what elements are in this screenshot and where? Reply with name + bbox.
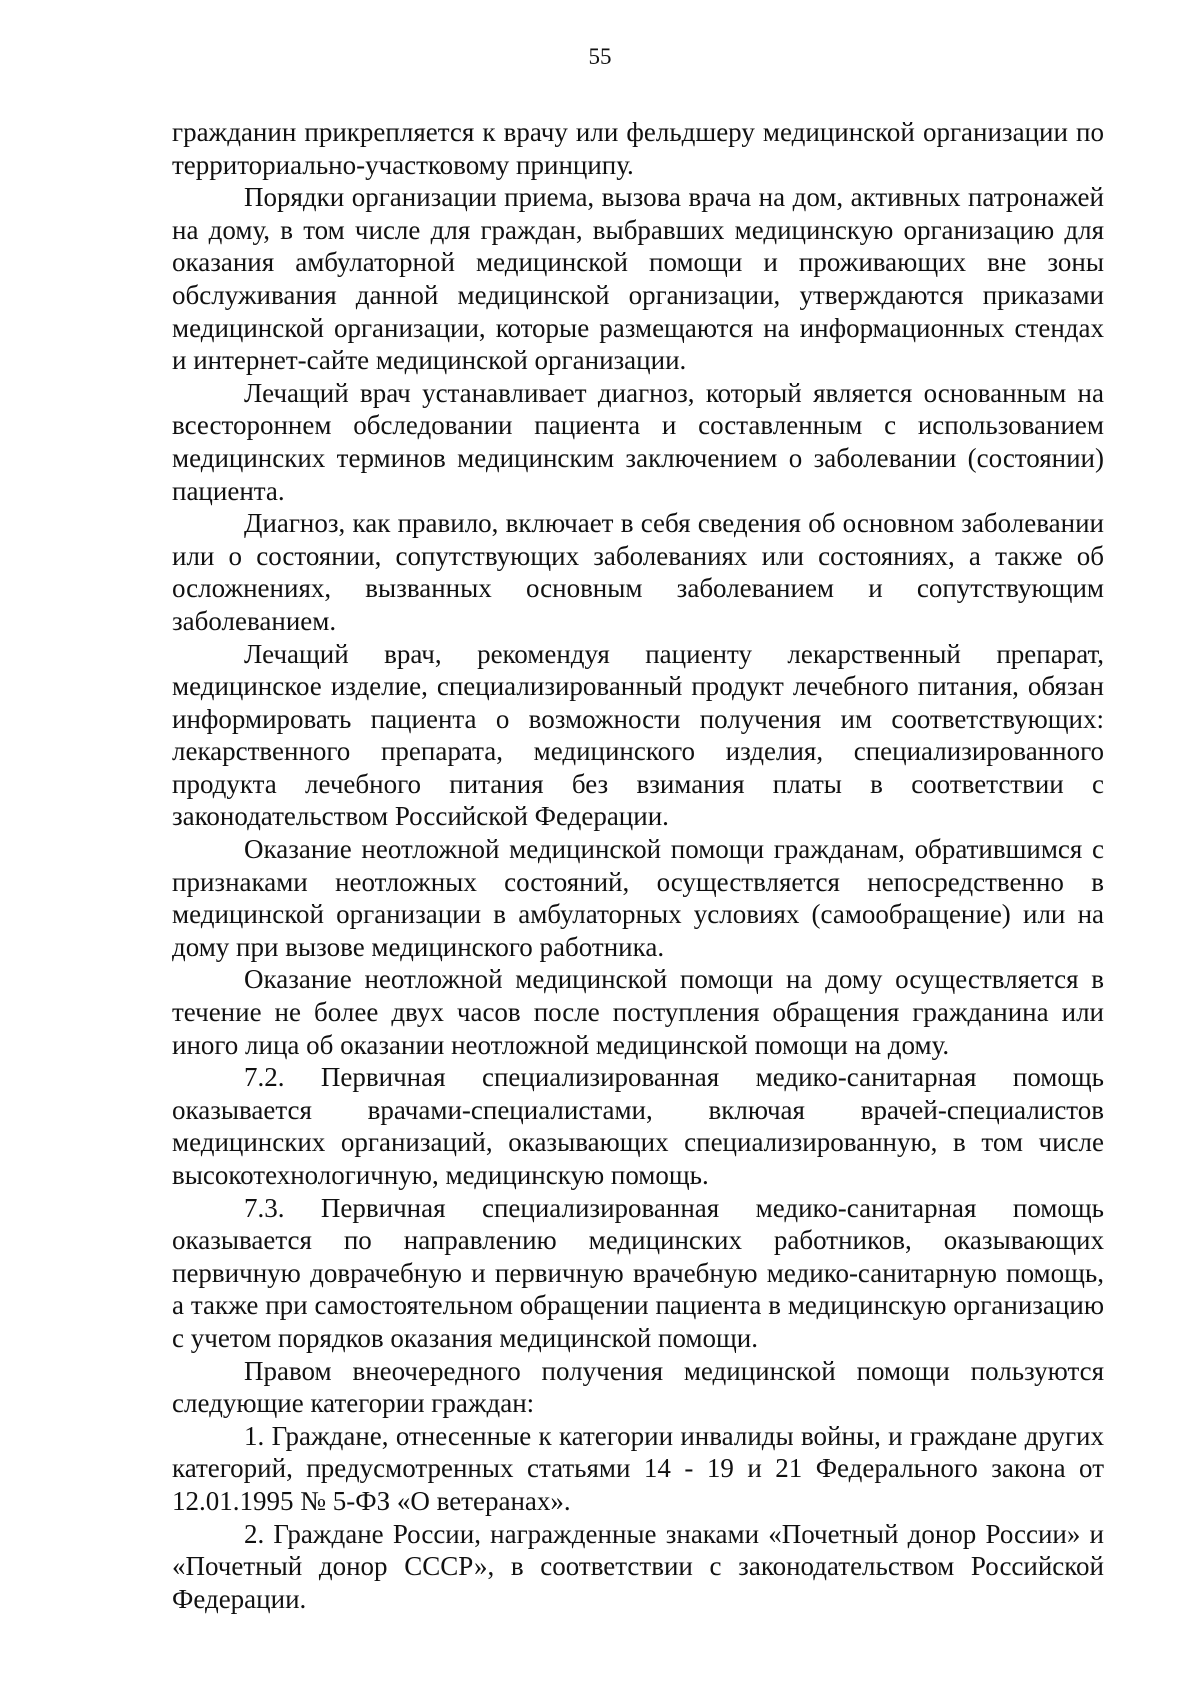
paragraph-9: 7.3. Первичная специализированная медико-санитарная помощь оказывается по направлению медицинских работников, оказывающих первичную доврачебную и первичную врачебную медико-санитарную помощь, а также при самостоятельном обращении пациента в медицинскую организацию с учетом порядков оказания медицинской помощи. [172, 1192, 1104, 1353]
paragraph-12: 2. Граждане России, награжденные знаками «Почетный донор России» и «Почетный донор СССР», в соответствии с законодательством Российской Федерации. [172, 1518, 1104, 1614]
paragraph-3: Лечащий врач устанавливает диагноз, который является основанным на всестороннем обследовании пациента и составленным с использованием медицинских терминов медицинским заключением о заболевании (состоянии) пациента. [172, 377, 1104, 506]
paragraph-6: Оказание неотложной медицинской помощи гражданам, обратившимся с признаками неотложных состояний, осуществляется непосредственно в медицинской организации в амбулаторных условиях (самообращение) или на дому при вызове медицинского работника. [172, 834, 1104, 962]
paragraph-8: 7.2. Первичная специализированная медико-санитарная помощь оказывается врачами-специалистами, включая врачей-специалистов медицинских организаций, оказывающих специализированную, в том числе высокотехнологичную, медицинскую помощь. [172, 1062, 1104, 1190]
paragraph-10: Правом внеочередного получения медицинской помощи пользуются следующие категории граждан: [172, 1355, 1104, 1419]
paragraph-1: гражданин прикрепляется к врачу или фельдшеру медицинской организации по территориально-участковому принципу. [172, 117, 1104, 180]
paragraph-11: 1. Граждане, отнесенные к категории инвалиды войны, и граждане других категорий, предусмотренных статьями 14 - 19 и 21 Федерального закона от 12.01.1995 № 5-ФЗ «О ветеранах». [172, 1420, 1104, 1516]
paragraph-2: Порядки организации приема, вызова врача на дом, активных патронажей на дому, в том числе для граждан, выбравших медицинскую организацию для оказания амбулаторной медицинской помощи и проживающих вне зоны обслуживания данной медицинской организации, утверждаются приказами медицинской организации, которые размещаются на информационных стендах и интернет-сайте медицинской организации. [172, 182, 1104, 376]
paragraph-7: Оказание неотложной медицинской помощи на дому осуществляется в течение не более двух часов после поступления обращения гражданина или иного лица об оказании неотложной медицинской помощи на дому. [172, 964, 1104, 1060]
page-number: 55 [588, 44, 612, 69]
paragraph-5: Лечащий врач, рекомендуя пациенту лекарственный препарат, медицинское изделие, специализированный продукт лечебного питания, обязан информировать пациента о возможности получения им соответствующих: лекарственного препарата, медицинского изделия, специализированного продукта лечебного питания без взимания платы в соответствии с законодательством Российской Федерации. [172, 638, 1104, 832]
document-body [172, 116, 1104, 1615]
paragraph-4: Диагноз, как правило, включает в себя сведения об основном заболевании или о состоянии, сопутствующих заболеваниях или состояниях, а также об осложнениях, вызванных основным заболеванием и сопутствующим заболеванием. [172, 508, 1104, 636]
